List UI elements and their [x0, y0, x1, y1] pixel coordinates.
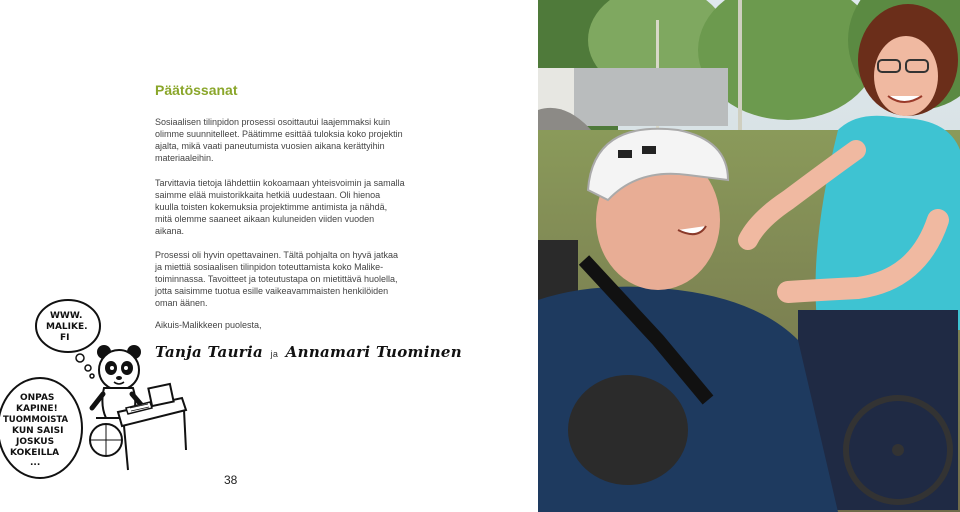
panda-cartoon-illustration — [0, 290, 200, 485]
bubble-top-line-3: FI — [60, 333, 70, 343]
bubble-top-line-2: MALIKE. — [46, 322, 88, 332]
bubble-bottom-line-3: TUOMMOISTA — [3, 415, 69, 425]
paragraph-1: Sosiaalisen tilinpidon prosessi osoittautui laajemmaksi kuin olimme suunnitelleet. Päätimme esittää tuloksia koko projektin ajalta, mikä vaati paneutumista vuosien aikana kerättyihin materiaaleihin. — [155, 117, 403, 163]
paragraph-2: Tarvittavia tietoja lähdettiin kokoamaan yhteisvoimin ja samalla saimme elää muistorikkaita hetkiä uudestaan. Oli hienoa kuulla toisten kokemuksia projektimme antimista ja nähdä, mitä olemme saaneet aikaan kuluneiden viiden vuoden aikana. — [155, 178, 405, 236]
signature-name-1: Tanja Tauria — [155, 343, 263, 361]
bubble-bottom-line-5: JOSKUS — [16, 437, 55, 447]
signature — [155, 343, 462, 361]
bubble-top-line-1: WWW. — [50, 311, 83, 321]
closing-line: Aikuis-Malikkeen puolesta, — [155, 320, 262, 330]
page-number: 38 — [224, 473, 238, 487]
bubble-bottom-line-7: ... — [30, 458, 41, 468]
signature-join: ja — [270, 349, 279, 359]
bubble-bottom-line-4: KUN SAISI — [12, 426, 64, 436]
chair-pad — [568, 375, 688, 485]
paragraph-3: Prosessi oli hyvin opettavainen. Tältä pohjalta on hyvä jatkaa ja miettiä sosiaalisen tilinpidon toteuttamista koko Malike-toiminnassa. Tavoitteet ja toteutustapa on mietittävä huolella, jotta saisimme tuotua esille vaikeavammaisten henkilöiden oman äänen. — [155, 250, 398, 308]
photo-caregiver-and-man-in-wheelchair — [538, 0, 960, 512]
signature-name-2: Annamari Tuominen — [285, 343, 462, 361]
bubble-bottom-line-1: ONPAS — [20, 393, 55, 403]
bubble-bottom-line-6: KOKEILLA — [10, 448, 60, 458]
bubble-bottom-line-2: KAPINE! — [16, 404, 58, 414]
section-heading: Päätössanat — [155, 82, 238, 98]
